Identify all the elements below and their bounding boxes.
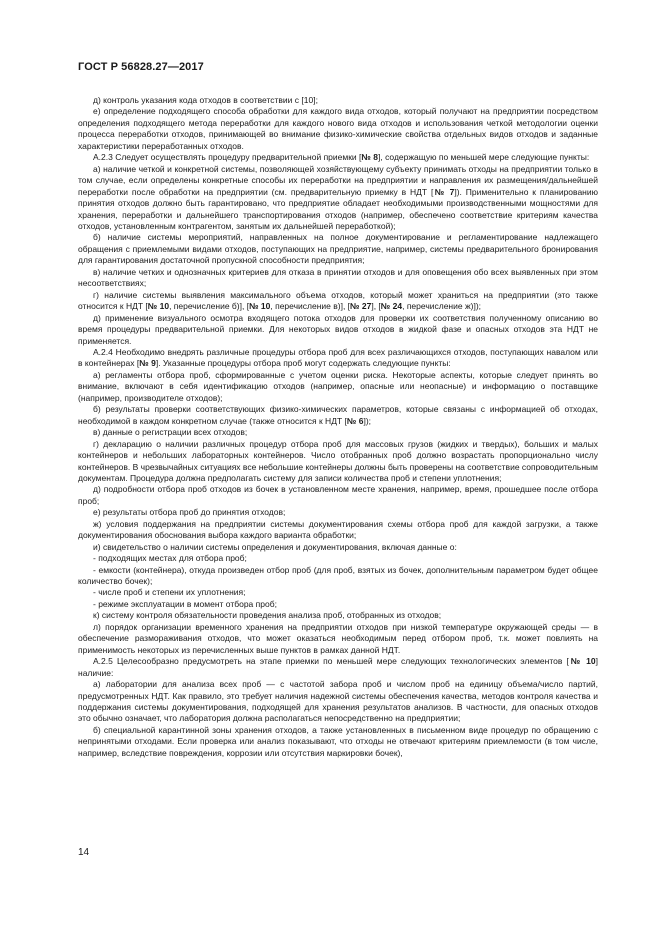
paragraph [78, 542, 598, 553]
text-run: , перечисление ж)]); [402, 301, 482, 312]
paragraph [78, 313, 598, 347]
paragraph [78, 484, 598, 507]
paragraph [78, 565, 598, 588]
paragraph [78, 610, 598, 621]
text-run: - режиме эксплуатации в момент отбора проб; [93, 598, 277, 609]
text-run: А.2.5 Целесообразно предусмотреть на этапе приемки по меньшей мере следующих технологических элементов [ [93, 656, 569, 667]
text-run: г) декларацию о наличии различных процедур отбора проб для массовых грузов (жидких и твердых), больших и малых контейнеров и небольших лабораторных контейнеров. Число отобранных проб должно возрастать пропорционально числу контейнеров. В чрезвычайных ситуациях все небольшие контейнеры должны быть проверены на соответствие сопроводительным документам. Процедура должна предполагать систему для записи количества проб и степени уплотнения; [78, 438, 598, 483]
text-run: б) результаты проверки соответствующих физико-химических параметров, которые связаны с информацией об отходах, необходимой в каждом конкретном случае (также относится к НДТ [ [78, 404, 598, 426]
reference-number: № 10 [147, 301, 170, 312]
reference-number: № 7 [433, 186, 455, 197]
text-run: ж) условия поддержания на предприятии системы документирования схемы отбора проб для каждой загрузки, а также документирования обоснования выбора каждого варианта обработки; [78, 518, 598, 541]
paragraph [78, 519, 598, 542]
text-run: а) лаборатории для анализа всех проб — с частотой забора проб и числом проб на единицу объема/число партий, предусмотренных НДТ. Как правило, это требует наличия надежной системы обеспечения качества, методов контроля качества и поддержания системы документирования, подходящей для хранения результатов анализов. В частности, для опасных отходов это обычно означает, что лаборатория должна располагаться непосредственно на предприятии; [78, 679, 598, 724]
text-run: - емкости (контейнера), откуда произведен отбор проб (для проб, взятых из бочек, дополнительным параметром будет общее количество бочек); [78, 564, 598, 587]
page-number: 14 [78, 847, 90, 858]
text-run: и) свидетельство о наличии системы определения и документирования, включая данные о: [93, 541, 457, 552]
paragraph [78, 267, 598, 290]
paragraph [78, 152, 598, 163]
paragraph [78, 290, 598, 313]
text-run: ] наличие: [78, 656, 598, 678]
text-run: , перечисление б)], [ [169, 301, 250, 312]
text-run: , перечисление в)], [ [270, 301, 351, 312]
reference-number: № 10 [568, 656, 596, 667]
paragraph [78, 164, 598, 233]
text-run: - числе проб и степени их уплотнения; [93, 587, 246, 598]
reference-number: № 27 [350, 301, 372, 312]
paragraph [78, 507, 598, 518]
document-header: ГОСТ Р 56828.27—2017 [78, 61, 204, 73]
reference-number: № 24 [380, 301, 403, 312]
paragraph [78, 725, 598, 759]
text-run: А.2.3 Следует осуществлять процедуру предварительной приемки [ [93, 152, 362, 163]
reference-number: № 10 [249, 301, 271, 312]
reference-number: № 8 [361, 152, 378, 163]
text-run: ]). Применительно к планированию принятия отходов должно быть гарантировано, что предприятие обладает необходимыми производственными мощностями для хранения, переработки и дальнейшего транспортирования отходов (например, обеспечено соответствие критериям качества отходов, установленным контрагентом, занятым их дальнейшей переработкой); [78, 186, 598, 231]
text-run: б) наличие системы мероприятий, направленных на полное документирование и регламентирование надлежащего обращения с приемлемыми видами отходов, поступающих на предприятие, например, системы предварительного бронирования для гарантирования достаточной пропускной способности предприятия; [78, 232, 598, 266]
text-run: в) данные о регистрации всех отходов; [93, 427, 248, 438]
text-run: д) подробности отбора проб отходов из бочек в установленном месте хранения, например, время, прошедшее после отбора проб; [78, 484, 598, 506]
paragraph [78, 656, 598, 679]
paragraph [78, 553, 598, 564]
text-run: к) систему контроля обязательности проведения анализа проб, отобранных из отходов; [93, 610, 442, 621]
paragraph [78, 404, 598, 427]
paragraph [78, 439, 598, 485]
text-run: е) определение подходящего способа обработки для каждого вида отходов, который получают на предприятии посредством определения подходящего метода переработки для каждого нового вида отходов и использования четкой методологии оценки процесса переработки отходов, принимающей во внимание физико-химические свойства отдельных видов отходов и заданные характеристики переработанных отходов. [78, 106, 598, 151]
paragraph [78, 599, 598, 610]
paragraph [78, 679, 598, 725]
paragraph [78, 106, 598, 152]
text-run: г) наличие системы выявления максимального объема отходов, который может храниться на предприятии (это также относится к НДТ [ [78, 289, 598, 312]
text-run: е) результаты отбора проб до принятия отходов; [93, 507, 286, 518]
paragraph [78, 370, 598, 404]
text-run: ], [ [371, 301, 381, 312]
text-run: б) специальной карантинной зоны хранения отходов, а также установленных в письменном виде процедур по обращению с непринятыми отходами. Если проверка или анализ показывают, что отходы не отвечают критериям приемлемости (в том числе, например, вследствие повреждения, коррозии или отсутствия маркировки бочек), [78, 724, 598, 758]
text-run: А.2.4 Необходимо внедрять различные процедуры отбора проб для всех различающихся отходов, поступающих навалом или в контейнерах [ [78, 346, 598, 369]
paragraph [78, 427, 598, 438]
text-run: д) применение визуального осмотра входящего потока отходов для проверки их соответствия полученному описанию во время процедуры предварительной приемки. Для некоторых видов отходов в жидкой фазе и опасных отходов эта НДТ не применяется. [78, 312, 598, 346]
text-run: д) контроль указания кода отходов в соответствии с [10]; [93, 95, 318, 105]
reference-number: № 6 [346, 415, 364, 426]
paragraph [78, 587, 598, 598]
text-run: а) регламенты отбора проб, сформированные с учетом оценки риска. Некоторые аспекты, которые следует принять во внимание, включают в себя идентификацию отходов (например, опасные или неопасные) и информацию о поставщике (например, производителе отходов); [78, 369, 598, 403]
text-run: а) наличие четкой и конкретной системы, позволяющей хозяйствующему субъекту принимать отходы на предприятии только в том случае, если определены конкретные способы их переработки на предприятии и направления их размещения/дальнейшей переработки после обработки на предприятии (см. предварительную приемку в НДТ [ [78, 163, 598, 197]
reference-number: № 9 [139, 358, 156, 369]
text-run: в) наличие четких и однозначных критериев для отказа в принятии отходов и для оповещения обо всех выявленных при этом несоответствиях; [78, 266, 598, 289]
document-body [78, 95, 598, 759]
text-run: л) порядок организации временного хранения на предприятии отходов при низкой температуре окружающей среды — в обеспечение размораживания отходов, что может оказаться необходимым перед отбором проб, т.к. может повлиять на применимость некоторых из перечисленных выше пунктов в рамках данной НДТ. [78, 621, 598, 655]
text-run: ], содержащую по меньшей мере следующие пункты: [377, 152, 590, 163]
paragraph [78, 347, 598, 370]
paragraph [78, 232, 598, 266]
text-run: - подходящих местах для отбора проб; [93, 553, 247, 564]
paragraph [78, 95, 598, 106]
text-run: ]); [363, 415, 372, 426]
text-run: ]. Указанные процедуры отбора проб могут содержать следующие пункты: [155, 358, 451, 369]
paragraph [78, 622, 598, 656]
